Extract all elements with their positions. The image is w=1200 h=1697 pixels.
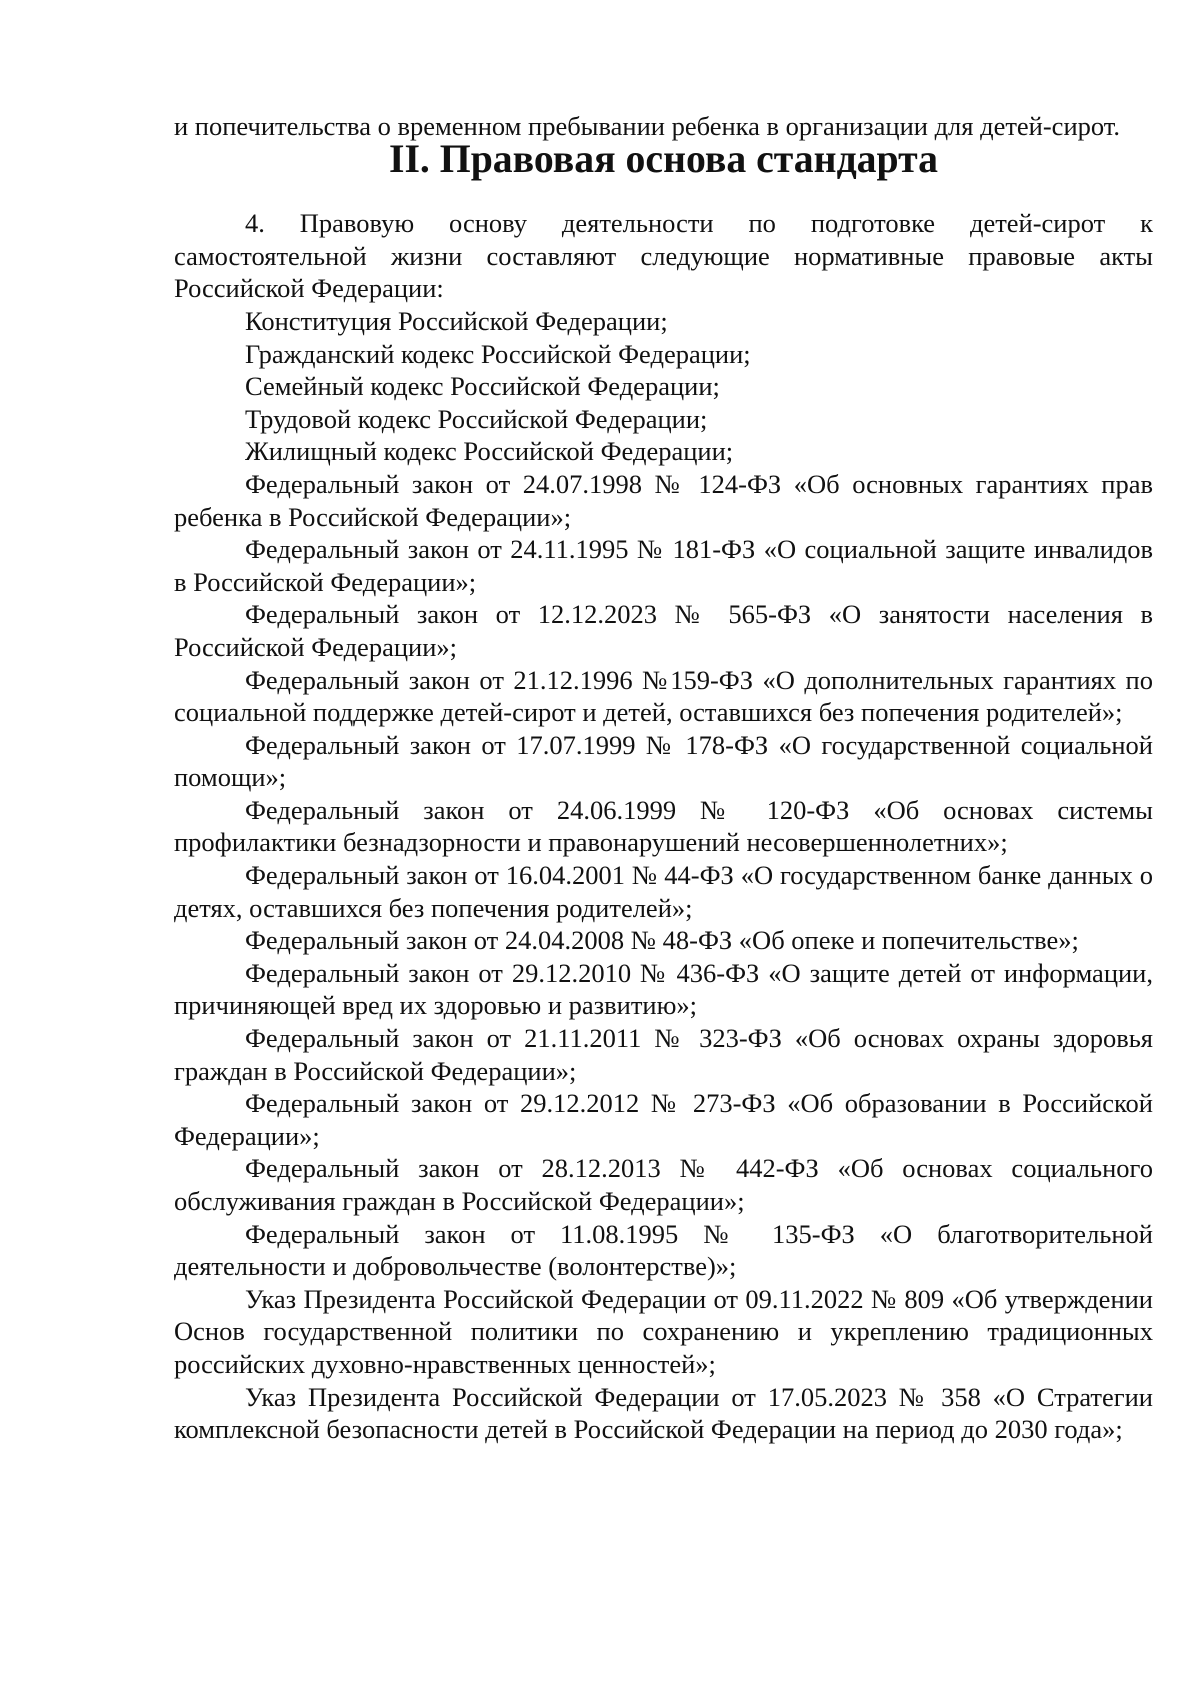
- law-item: Федеральный закон от 16.04.2001 № 44-ФЗ «О государственном банке данных о детях, оставшихся без попечения родителей»;: [174, 860, 1153, 923]
- law-item: Федеральный закон от 21.12.1996 №159-ФЗ «О дополнительных гарантиях по социальной поддержке детей-сирот и детей, оставшихся без попечения родителей»;: [174, 664, 1153, 728]
- code-item: Семейный кодекс Российской Федерации;: [245, 371, 720, 402]
- law-item: Федеральный закон от 29.12.2010 № 436-ФЗ «О защите детей от информации, причиняющей вред их здоровью и развитию»;: [174, 957, 1153, 1021]
- law-item: Федеральный закон от 28.12.2013 № 442-ФЗ «Об основах социального обслуживания граждан в Российской Федерации»;: [174, 1153, 1153, 1216]
- section-heading: II. Правовая основа стандарта: [388, 136, 939, 181]
- intro-paragraph: и попечительства о временном пребывании ребенка в организации для детей-сирот.: [174, 111, 1120, 141]
- code-item: Трудовой кодекс Российской Федерации;: [245, 403, 708, 434]
- code-item: Жилищный кодекс Российской Федерации;: [245, 436, 734, 467]
- law-item: Федеральный закон от 29.12.2012 № 273-ФЗ «Об образовании в Российской Федерации»;: [174, 1088, 1153, 1151]
- law-item: Федеральный закон от 21.11.2011 № 323-ФЗ «Об основах охраны здоровья граждан в Российской Федерации»;: [174, 1023, 1153, 1086]
- law-item: Федеральный закон от 17.07.1999 № 178-ФЗ «О государственной социальной помощи»;: [174, 729, 1153, 793]
- law-item: Указ Президента Российской Федерации от 09.11.2022 № 809 «Об утверждении Основ государственной политики по сохранению и укреплению традиционных российских духовно-нравственных ценностей»;: [174, 1283, 1153, 1379]
- law-item: Федеральный закон от 12.12.2023 № 565-ФЗ «О занятости населения в Российской Федерации»;: [174, 599, 1153, 662]
- law-item: Федеральный закон от 24.11.1995 № 181-ФЗ «О социальной защите инвалидов в Российской Федерации»;: [174, 534, 1153, 597]
- code-item: Конституция Российской Федерации;: [245, 305, 668, 336]
- law-item: Федеральный закон от 24.07.1998 № 124-ФЗ «Об основных гарантиях прав ребенка в Российской Федерации»;: [174, 468, 1153, 532]
- code-item: Гражданский кодекс Российской Федерации;: [245, 338, 751, 369]
- law-item: Федеральный закон от 11.08.1995 № 135-ФЗ «О благотворительной деятельности и добровольчестве (волонтерстве)»;: [174, 1218, 1153, 1282]
- clause-4-paragraph: 4. Правовую основу деятельности по подготовке детей-сирот к самостоятельной жизни составляют следующие нормативные правовые акты Российской Федерации:: [174, 208, 1153, 304]
- laws-list: [174, 468, 1153, 1446]
- law-item: Указ Президента Российской Федерации от 17.05.2023 № 358 «О Стратегии комплексной безопасности детей в Российской Федерации на период до 2030 года»;: [174, 1381, 1153, 1445]
- law-item: Федеральный закон от 24.06.1999 № 120-ФЗ «Об основах системы профилактики безнадзорности и правонарушений несовершеннолетних»;: [174, 794, 1153, 858]
- document-page: [174, 110, 1153, 1446]
- codes-list: [174, 305, 1153, 468]
- law-item: Федеральный закон от 24.04.2008 № 48-ФЗ «Об опеке и попечительстве»;: [245, 925, 1079, 956]
